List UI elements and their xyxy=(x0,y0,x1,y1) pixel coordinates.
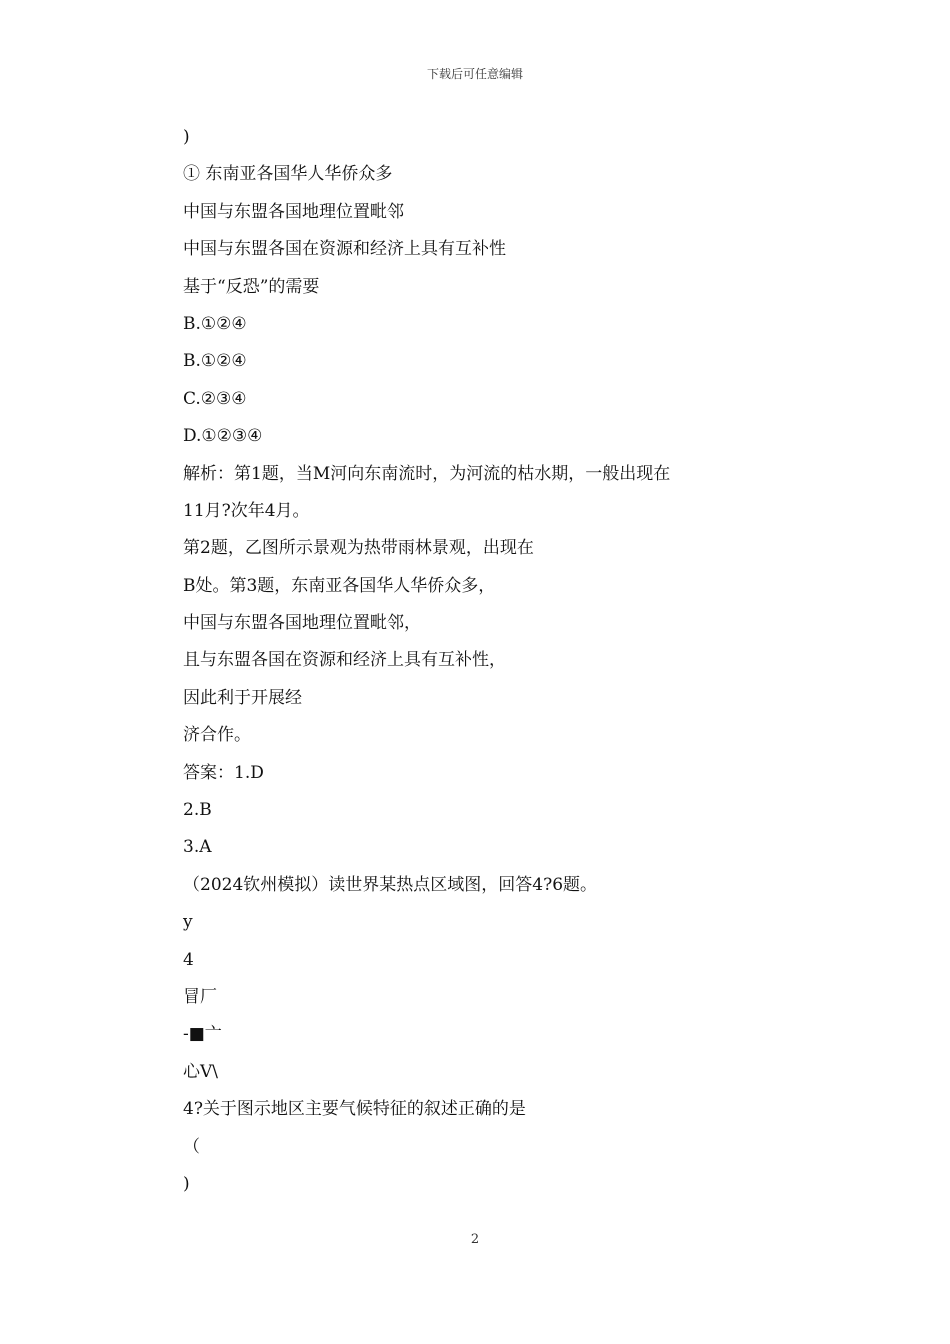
figure-text-line: 冒厂 xyxy=(183,986,217,1007)
figure-text-line: -■亠 xyxy=(183,1024,222,1045)
figure-text-line: 心V\ xyxy=(183,1061,219,1082)
option-line: C.②③④ xyxy=(183,388,247,409)
analysis-line: 解析：第1题，当M河向东南流时，为河流的枯水期，一般出现在 xyxy=(183,463,671,484)
analysis-line: 第2题，乙图所示景观为热带雨林景观，出现在 xyxy=(183,538,534,559)
figure-text-line: y xyxy=(183,912,193,933)
text-line: 中国与东盟各国在资源和经济上具有互补性 xyxy=(183,239,506,260)
answer-line: 3.A xyxy=(183,837,212,858)
option-line: D.①②③④ xyxy=(183,426,263,447)
option-line: B.①②④ xyxy=(183,313,247,334)
question-intro-line: （2024钦州模拟）读世界某热点区域图，回答4?6题。 xyxy=(183,874,598,895)
analysis-line: 且与东盟各国在资源和经济上具有互补性， xyxy=(183,650,506,671)
analysis-line: 中国与东盟各国地理位置毗邻， xyxy=(183,613,421,634)
analysis-line: 因此利于开展经 xyxy=(183,687,302,708)
text-line: 中国与东盟各国地理位置毗邻 xyxy=(183,201,404,222)
text-line: （ xyxy=(183,1136,200,1157)
question-line: 4?关于图示地区主要气候特征的叙述正确的是 xyxy=(183,1099,526,1120)
page-header: 下载后可任意编辑 xyxy=(426,67,523,81)
analysis-line: 济合作。 xyxy=(183,725,251,746)
option-line: B.①②④ xyxy=(183,351,247,372)
document-body xyxy=(183,122,783,1206)
answer-line: 答案：1.D xyxy=(183,762,264,783)
text-line: ) xyxy=(183,127,190,147)
answer-line: 2.B xyxy=(183,800,212,821)
analysis-line: 11月?次年4月。 xyxy=(183,500,310,521)
text-line: 基于“反恐”的需要 xyxy=(183,276,320,297)
text-line: ) xyxy=(183,1173,190,1194)
analysis-line: B处。第3题，东南亚各国华人华侨众多， xyxy=(183,575,496,596)
figure-text-line: 4 xyxy=(183,949,194,970)
text-line: ① 东南亚各国华人华侨众多 xyxy=(183,164,393,185)
page-number: 2 xyxy=(470,1232,480,1247)
